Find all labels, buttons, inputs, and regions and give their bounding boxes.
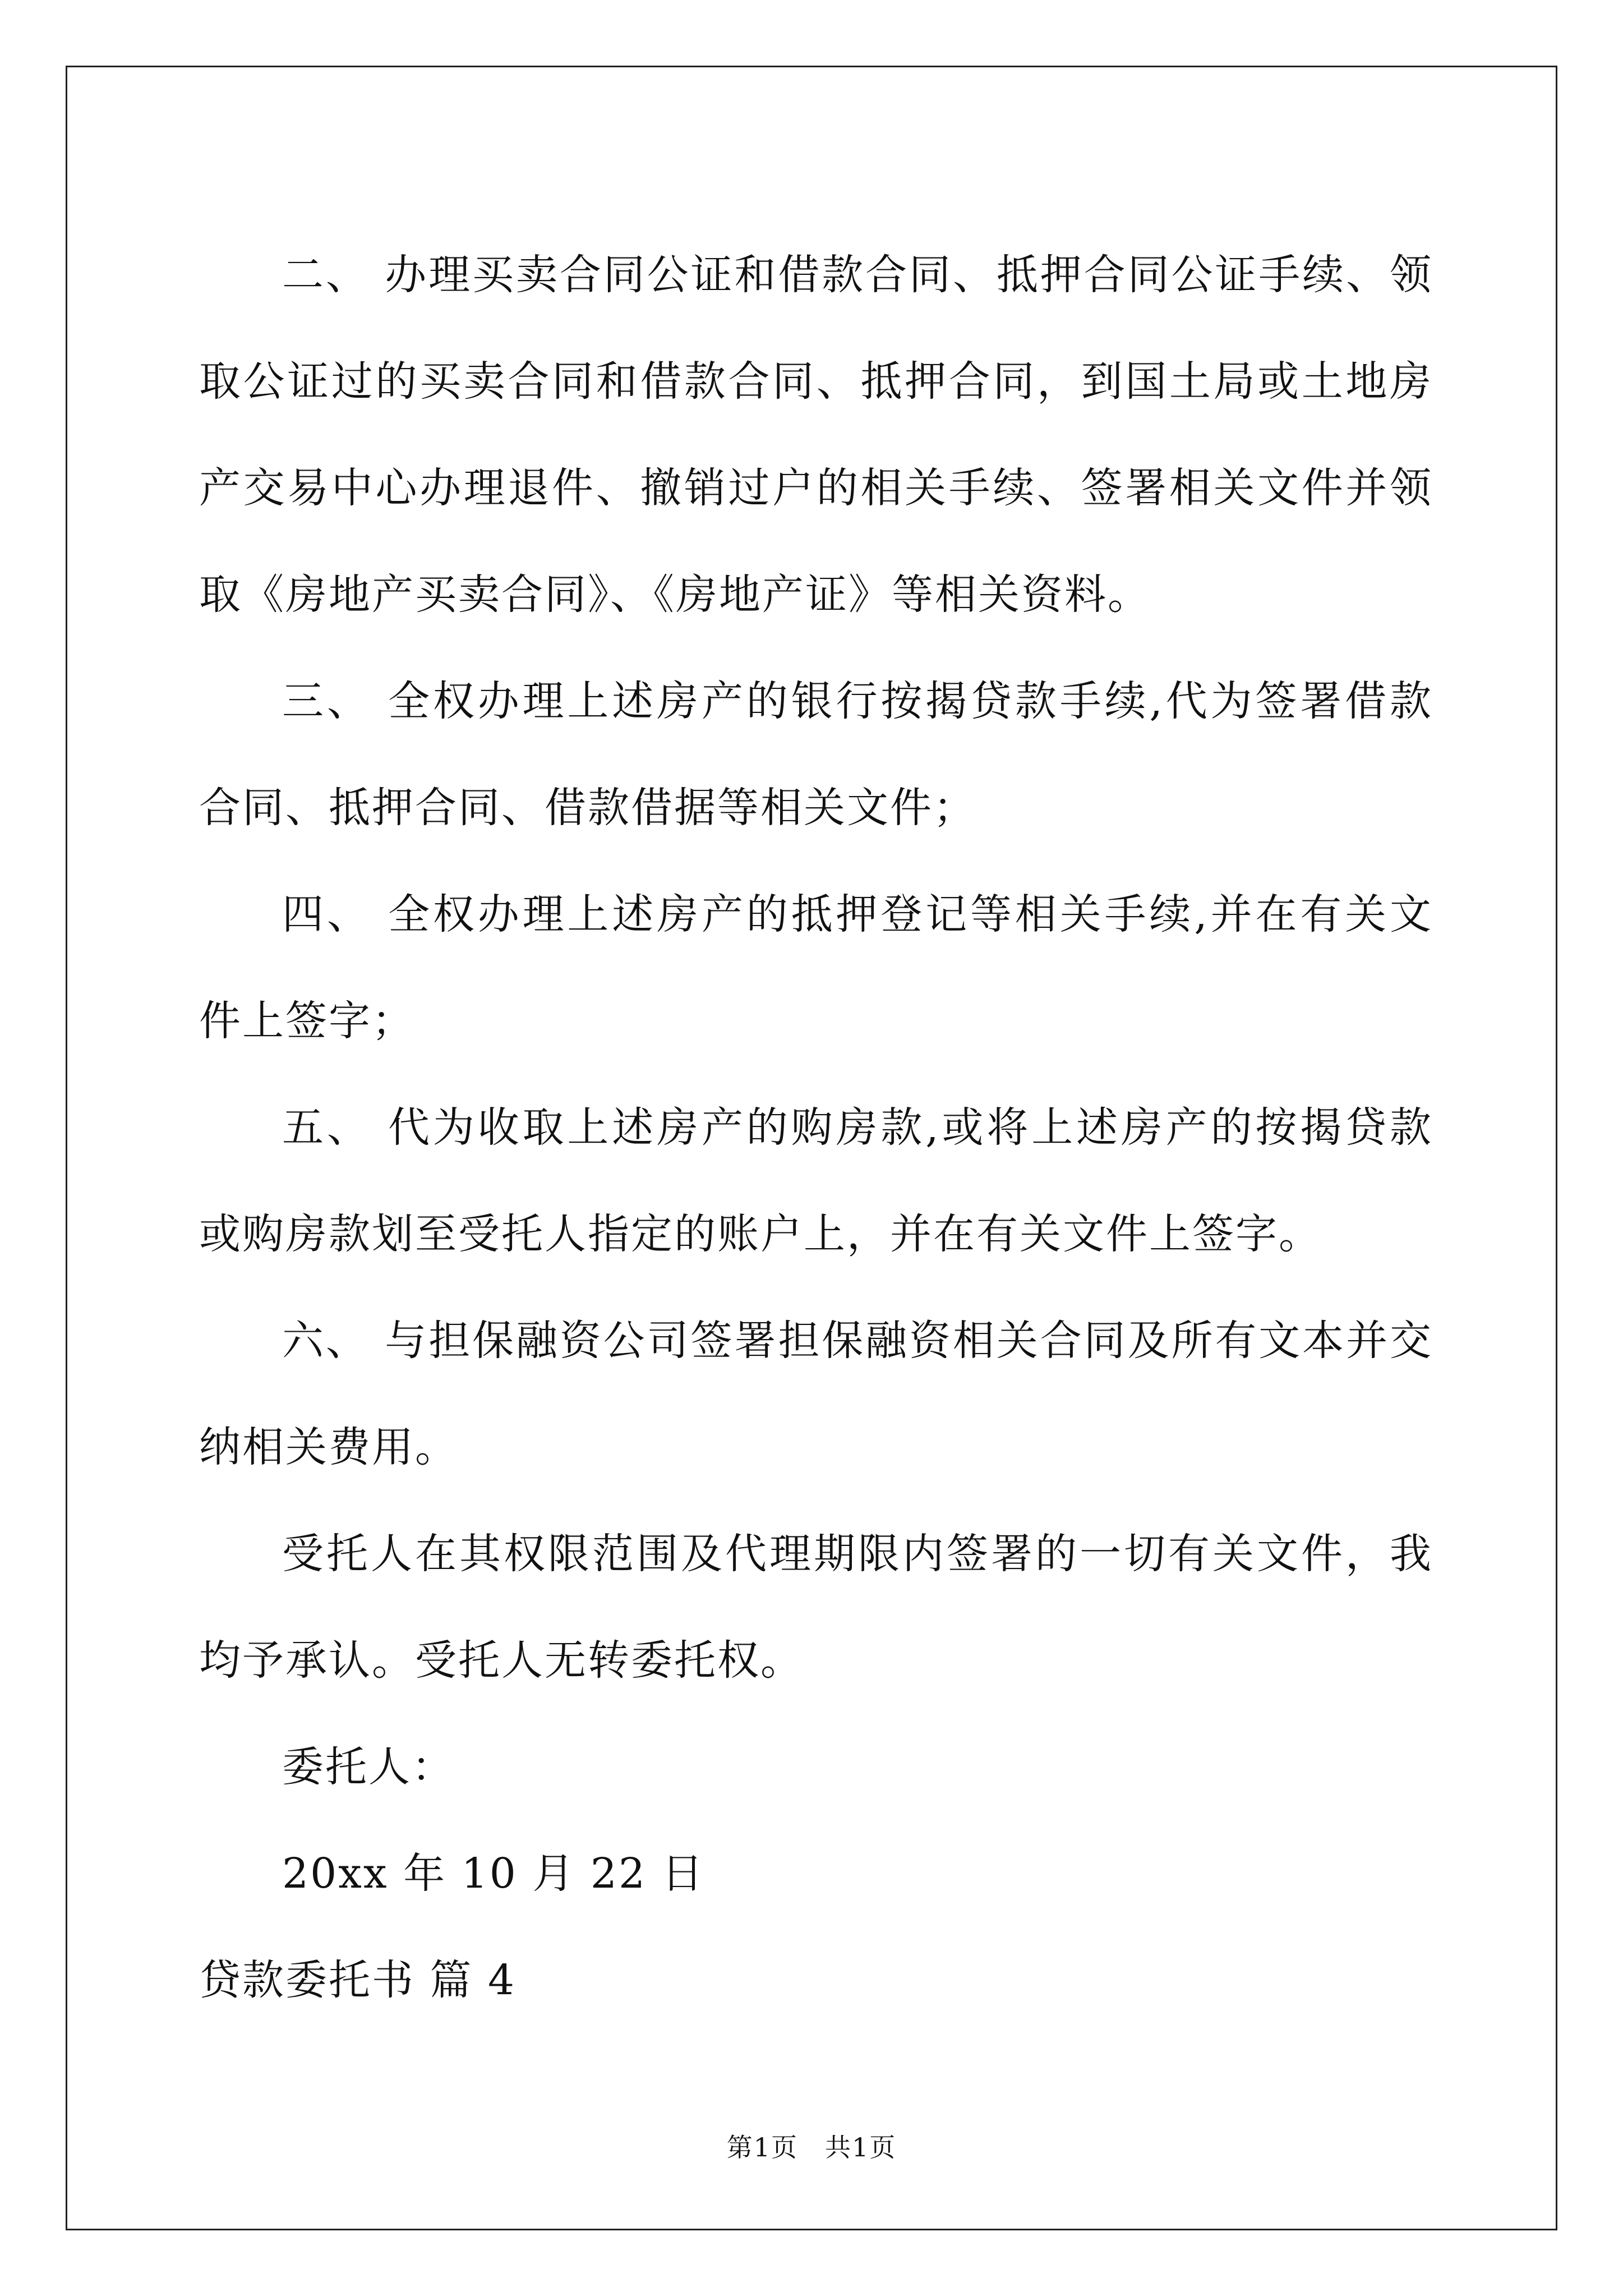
page-footer: 第1页 共1页 (726, 2132, 897, 2162)
clause-3: 三、 全权办理上述房产的银行按揭贷款手续,代为签署借款合同、抵押合同、借款借据等相关文件； (199, 677, 1433, 832)
clause-5: 五、 代为收取上述房产的购房款,或将上述房产的按揭贷款或购房款划至受托人指定的账户上，并在有关文件上签字。 (199, 1103, 1433, 1258)
clause-6: 六、 与担保融资公司签署担保融资相关合同及所有文本并交纳相关费用。 (199, 1317, 1433, 1471)
signature-date: 20xx 年 10 月 22 日 (282, 1849, 705, 1898)
clause-4: 四、 全权办理上述房产的抵押登记等相关手续,并在有关文件上签字； (199, 890, 1433, 1045)
next-section-heading: 贷款委托书 篇 4 (199, 1956, 517, 2004)
document-body (199, 222, 1433, 2033)
acknowledgement-paragraph: 受托人在其权限范围及代理期限内签署的一切有关文件，我均予承认。受托人无转委托权。 (199, 1530, 1433, 1685)
clause-2: 二、 办理买卖合同公证和借款合同、抵押合同公证手续、领取公证过的买卖合同和借款合同、抵押合同，到国土局或土地房产交易中心办理退件、撤销过户的相关手续、签署相关文件并领取《房地产买卖合同》、《房地产证》等相关资料。 (199, 251, 1433, 619)
signature-label: 委托人： (282, 1743, 455, 1791)
